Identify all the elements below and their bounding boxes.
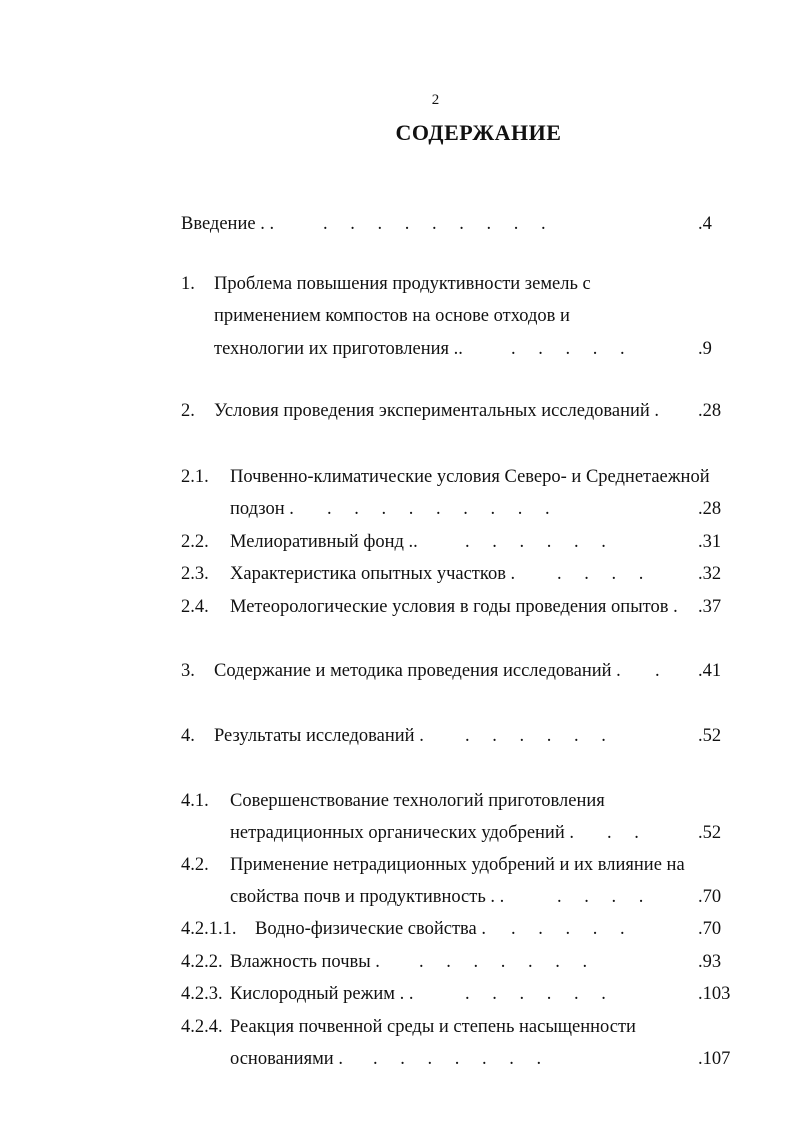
toc-entry-number: 4.2.1.1.: [181, 919, 237, 939]
toc-entry-text: Почвенно-климатические условия Северо- и Среднетаежной: [230, 467, 710, 487]
toc-leader-dots: . . . . . .: [465, 726, 606, 746]
toc-entry-page: .32: [698, 564, 722, 584]
toc-entry-number: 4.2.4.: [181, 1017, 223, 1037]
toc-leader-dots: . . . . . . . . .: [327, 499, 550, 519]
toc-entry-page: .31: [698, 532, 722, 552]
toc-leader-dots: . . . .: [557, 564, 644, 584]
toc-entry-text: Характеристика опытных участков .: [230, 564, 516, 584]
toc-entry-number: 2.4.: [181, 597, 209, 617]
toc-entry-text: Условия проведения экспериментальных исследований .: [214, 401, 660, 421]
toc-entry-text: Мелиоративный фонд ..: [230, 532, 418, 552]
toc-entry-number: 4.2.2.: [181, 952, 223, 972]
toc-entry-page: .107: [698, 1049, 731, 1069]
toc-entry-page: .41: [698, 661, 722, 681]
page-number: 2: [431, 92, 440, 108]
toc-entry-text: применением компостов на основе отходов и: [214, 306, 570, 326]
toc-entry-text: основаниями .: [230, 1049, 343, 1069]
toc-entry-number: 4.: [181, 726, 195, 746]
toc-entry-number: 4.2.3.: [181, 984, 223, 1004]
toc-entry-text: Метеорологические условия в годы проведения опытов .: [230, 597, 678, 617]
toc-entry-text: Водно-физические свойства .: [255, 919, 487, 939]
toc-entry-4-2-4[interactable]: [0, 1015, 793, 1075]
toc-entry-number: 2.3.: [181, 564, 209, 584]
toc-entry-number: 1.: [181, 274, 195, 294]
toc-entry-text: Содержание и методика проведения исследований .: [214, 661, 621, 681]
toc-entry-page: .37: [698, 597, 722, 617]
toc-leader-dots: . . . . . . .: [373, 1049, 542, 1069]
toc-title: СОДЕРЖАНИЕ: [395, 120, 562, 145]
toc-entry-text: технологии их приготовления ..: [214, 339, 463, 359]
toc-entry-text: подзон .: [230, 499, 294, 519]
toc-leader-dots: . . . . . . . . .: [323, 214, 546, 234]
toc-entry-page: .28: [698, 401, 722, 421]
toc-entry-text: Совершенствование технологий приготовления: [230, 791, 605, 811]
toc-entry-page: .70: [698, 919, 722, 939]
toc-entry-text: Реакция почвенной среды и степень насыщенности: [230, 1017, 636, 1037]
toc-entry-number: 3.: [181, 661, 195, 681]
toc-leader-dots: . . . .: [557, 887, 644, 907]
toc-entry-page: .4: [698, 214, 712, 234]
toc-entry-text: Применение нетрадиционных удобрений и их влияние на: [230, 855, 685, 875]
toc-entry-number: 4.2.: [181, 855, 209, 875]
toc-entry-page: .9: [698, 339, 712, 359]
toc-entry-text: Проблема повышения продуктивности земель с: [214, 274, 591, 294]
toc-entry-page: .52: [698, 823, 722, 843]
toc-entry-1[interactable]: [0, 272, 793, 362]
toc-entry-text: нетрадиционных органических удобрений .: [230, 823, 574, 843]
toc-leader-dots: . . . . . . .: [419, 952, 588, 972]
toc-entry-number: 4.1.: [181, 791, 209, 811]
toc-leader-dots: . . . . . .: [465, 984, 606, 1004]
toc-entry-text: Влажность почвы .: [230, 952, 380, 972]
toc-entry-page: .28: [698, 499, 722, 519]
toc-leader-dots: . . . . .: [511, 339, 625, 359]
toc-leader-dots: .: [655, 661, 660, 681]
toc-entry-number: 2.: [181, 401, 195, 421]
toc-entry-page: .103: [698, 984, 731, 1004]
toc-entry-number: 2.2.: [181, 532, 209, 552]
toc-entry-number: 2.1.: [181, 467, 209, 487]
toc-entry-text: Введение . .: [181, 214, 275, 234]
toc-entry-page: .52: [698, 726, 722, 746]
toc-leader-dots: . . . . . .: [465, 532, 606, 552]
toc-leader-dots: . .: [607, 823, 639, 843]
toc-entry-2-1[interactable]: [0, 465, 793, 525]
toc-entry-4-2[interactable]: [0, 853, 793, 913]
toc-entry-text: Кислородный режим . .: [230, 984, 414, 1004]
toc-leader-dots: . . . . .: [511, 919, 625, 939]
toc-entry-page: .93: [698, 952, 722, 972]
toc-entry-text: Результаты исследований .: [214, 726, 424, 746]
toc-entry-page: .70: [698, 887, 722, 907]
toc-entry-text: свойства почв и продуктивность . .: [230, 887, 505, 907]
toc-entry-4-1[interactable]: [0, 789, 793, 849]
